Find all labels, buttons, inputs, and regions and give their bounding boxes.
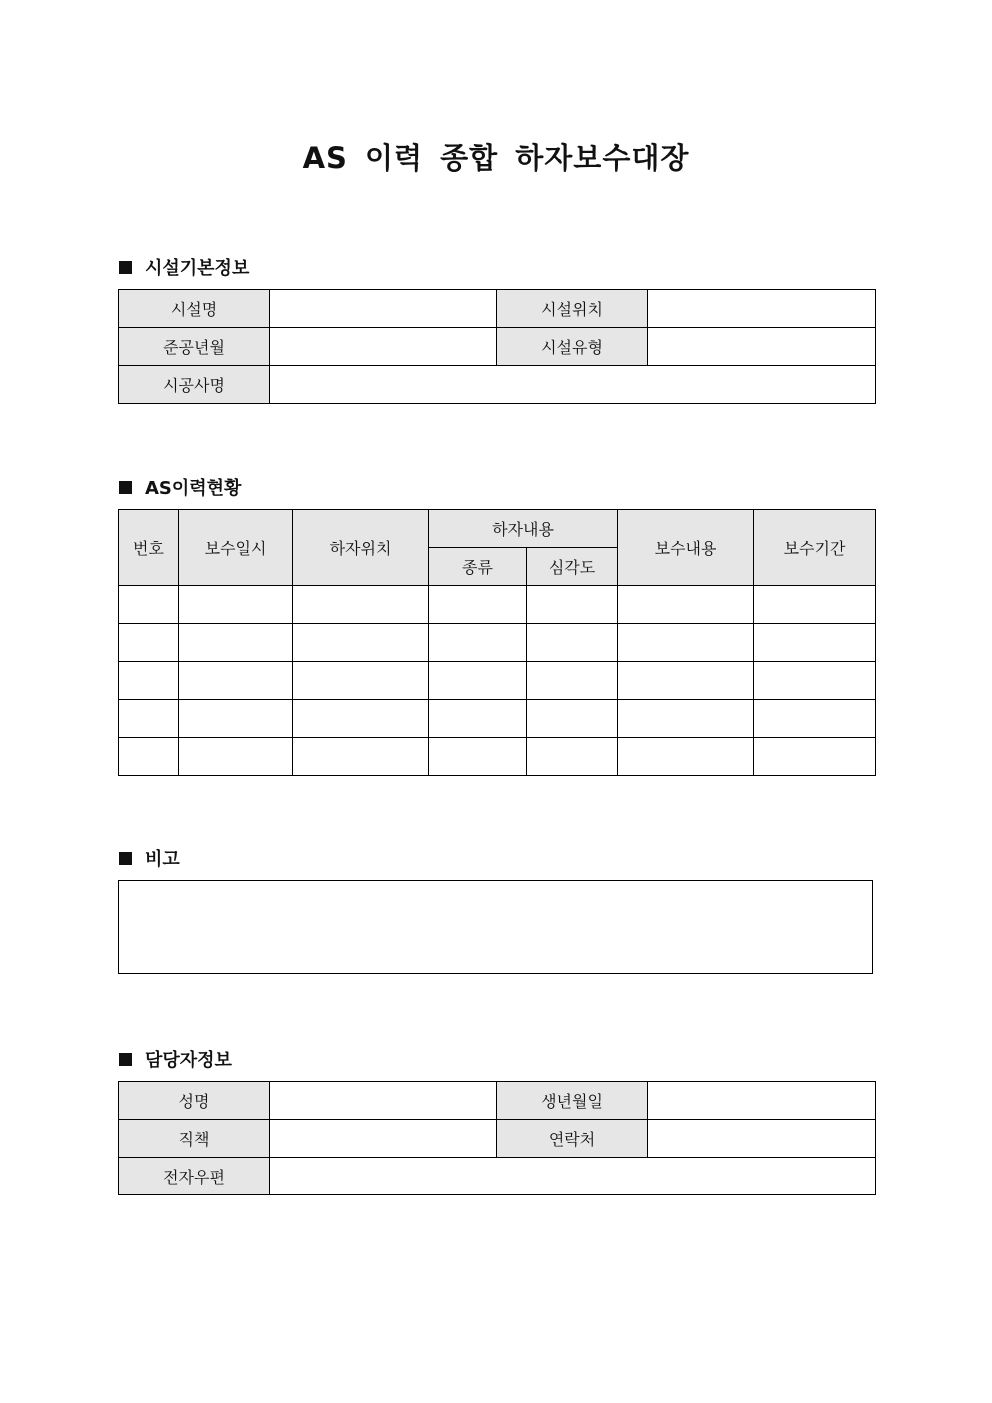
cell-repair-period[interactable] [754, 586, 876, 624]
cell-repair-content[interactable] [618, 586, 754, 624]
cell-repair-date[interactable] [179, 624, 293, 662]
cell-repair-content[interactable] [618, 738, 754, 776]
cell-repair-content[interactable] [618, 624, 754, 662]
cell-type[interactable] [429, 700, 527, 738]
completion-date-label: 준공년월 [119, 328, 270, 366]
cell-severity[interactable] [527, 738, 618, 776]
facility-location-field[interactable] [648, 290, 876, 328]
table-row [119, 624, 876, 662]
cell-severity[interactable] [527, 662, 618, 700]
facility-info-table [118, 289, 876, 404]
header-type: 종류 [429, 548, 527, 586]
cell-defect-location[interactable] [293, 662, 429, 700]
as-history-heading [119, 474, 241, 500]
birth-date-label: 생년월일 [497, 1082, 648, 1120]
cell-number[interactable] [119, 700, 179, 738]
cell-severity[interactable] [527, 700, 618, 738]
name-label: 성명 [119, 1082, 270, 1120]
cell-repair-period[interactable] [754, 624, 876, 662]
header-defect-content: 하자내용 [429, 510, 618, 548]
remarks-heading [119, 845, 180, 871]
cell-defect-location[interactable] [293, 738, 429, 776]
remarks-heading-label: 비고 [145, 849, 180, 870]
facility-type-field[interactable] [648, 328, 876, 366]
cell-repair-content[interactable] [618, 662, 754, 700]
cell-defect-location[interactable] [293, 624, 429, 662]
table-row [119, 662, 876, 700]
cell-repair-period[interactable] [754, 738, 876, 776]
cell-severity[interactable] [527, 586, 618, 624]
square-bullet-icon [119, 852, 132, 865]
cell-repair-date[interactable] [179, 586, 293, 624]
cell-repair-content[interactable] [618, 700, 754, 738]
remarks-field[interactable] [118, 880, 873, 974]
facility-info-heading [119, 254, 249, 280]
facility-info-heading-label: 시설기본정보 [145, 258, 250, 279]
manager-info-heading-label: 담당자정보 [145, 1050, 232, 1071]
completion-date-field[interactable] [270, 328, 497, 366]
table-row [119, 700, 876, 738]
square-bullet-icon [119, 261, 132, 274]
cell-type[interactable] [429, 738, 527, 776]
facility-type-label: 시설유형 [497, 328, 648, 366]
header-repair-date: 보수일시 [179, 510, 293, 586]
manager-info-table [118, 1081, 876, 1195]
email-field[interactable] [270, 1158, 876, 1195]
as-history-table [118, 509, 876, 776]
header-repair-period: 보수기간 [754, 510, 876, 586]
facility-name-field[interactable] [270, 290, 497, 328]
position-label: 직책 [119, 1120, 270, 1158]
cell-repair-date[interactable] [179, 662, 293, 700]
cell-number[interactable] [119, 586, 179, 624]
contractor-field[interactable] [270, 366, 876, 404]
cell-defect-location[interactable] [293, 700, 429, 738]
header-defect-location: 하자위치 [293, 510, 429, 586]
square-bullet-icon [119, 1053, 132, 1066]
square-bullet-icon [119, 481, 132, 494]
header-number: 번호 [119, 510, 179, 586]
facility-location-label: 시설위치 [497, 290, 648, 328]
cell-type[interactable] [429, 662, 527, 700]
cell-repair-date[interactable] [179, 700, 293, 738]
birth-date-field[interactable] [648, 1082, 876, 1120]
position-field[interactable] [270, 1120, 497, 1158]
contact-label: 연락처 [497, 1120, 648, 1158]
cell-type[interactable] [429, 624, 527, 662]
cell-number[interactable] [119, 624, 179, 662]
cell-repair-period[interactable] [754, 662, 876, 700]
cell-number[interactable] [119, 738, 179, 776]
header-repair-content: 보수내용 [618, 510, 754, 586]
contact-field[interactable] [648, 1120, 876, 1158]
cell-severity[interactable] [527, 624, 618, 662]
cell-defect-location[interactable] [293, 586, 429, 624]
document-title: AS 이력 종합 하자보수대장 [302, 141, 690, 175]
cell-type[interactable] [429, 586, 527, 624]
email-label: 전자우편 [119, 1158, 270, 1195]
cell-repair-period[interactable] [754, 700, 876, 738]
cell-number[interactable] [119, 662, 179, 700]
cell-repair-date[interactable] [179, 738, 293, 776]
table-row [119, 738, 876, 776]
manager-info-heading [119, 1046, 232, 1072]
contractor-label: 시공사명 [119, 366, 270, 404]
as-history-heading-label: AS이력현황 [145, 478, 242, 499]
header-severity: 심각도 [527, 548, 618, 586]
facility-name-label: 시설명 [119, 290, 270, 328]
table-row [119, 586, 876, 624]
name-field[interactable] [270, 1082, 497, 1120]
